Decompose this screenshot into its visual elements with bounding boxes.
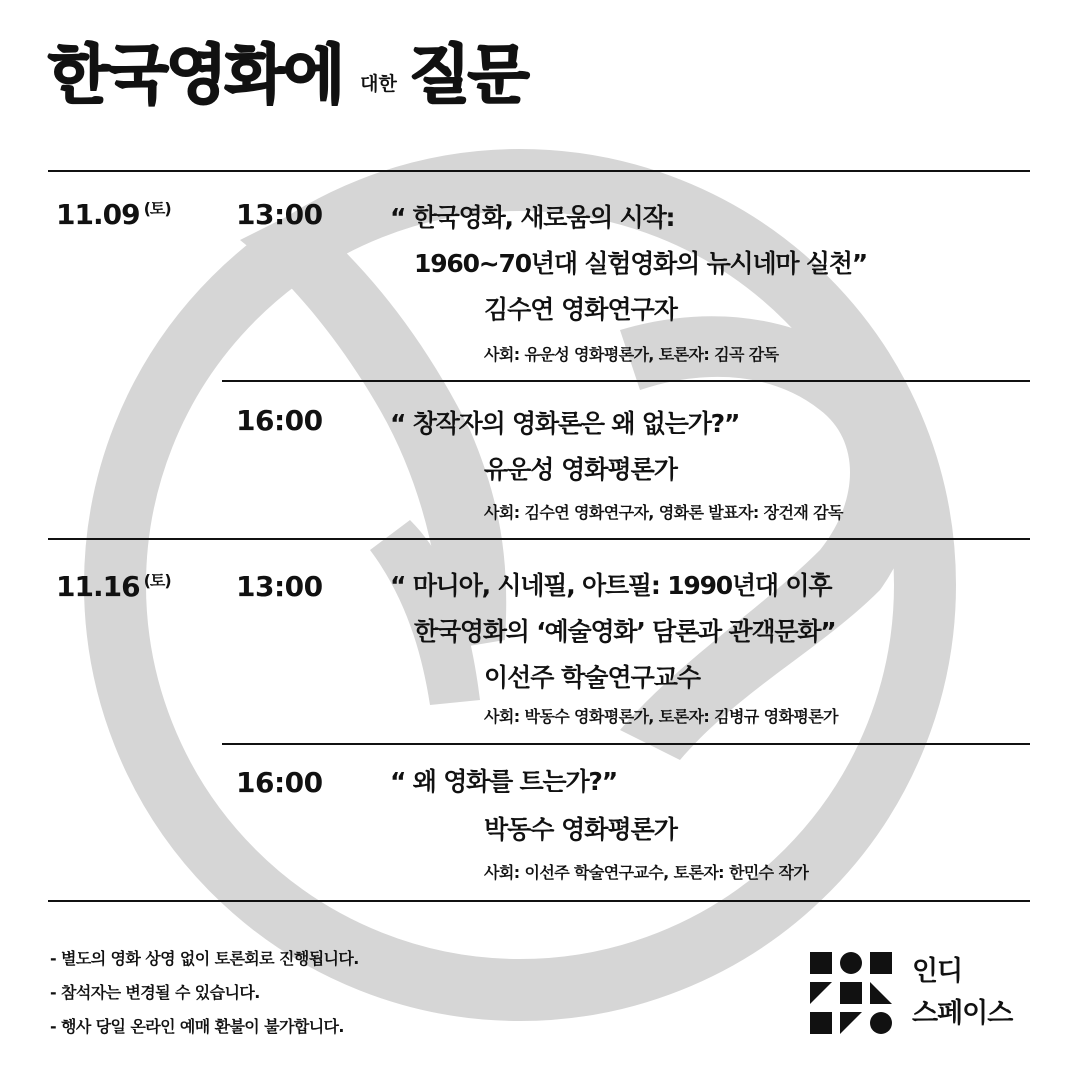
talk-title-line1: “ 마니아, 시네필, 아트필: 1990년대 이후	[390, 571, 832, 600]
date-value: 11.16	[56, 570, 140, 603]
session-time: 16:00	[236, 766, 323, 799]
speaker-name: 이선주 학술연구교수	[484, 663, 701, 692]
date-1	[56, 198, 171, 231]
note-item: - 행사 당일 온라인 예매 환불이 불가합니다.	[50, 1017, 344, 1036]
divider-session	[222, 380, 1030, 382]
day-label: (토)	[143, 571, 171, 590]
session-time: 13:00	[236, 198, 323, 231]
poster-title	[48, 39, 527, 113]
date-value: 11.09	[56, 198, 140, 231]
logo-text-line2: 스페이스	[912, 998, 1013, 1029]
talk-title-line2: 1960~70년대 실험영화의 뉴시네마 실천”	[414, 249, 868, 278]
talk-title-line1: “ 왜 영화를 트는가?”	[390, 767, 617, 796]
divider-session	[222, 743, 1030, 745]
host-info: 사회: 박동수 영화평론가, 토론자: 김병규 영화평론가	[484, 707, 838, 726]
talk-title-line1: “ 창작자의 영화론은 왜 없는가?”	[390, 409, 740, 438]
session-time: 13:00	[236, 570, 323, 603]
note-item: - 참석자는 변경될 수 있습니다.	[50, 983, 260, 1002]
title-end: 질문	[408, 39, 527, 113]
host-info: 사회: 김수연 영화연구자, 영화론 발표자: 장건재 감독	[484, 503, 843, 522]
divider-bottom	[48, 900, 1030, 902]
talk-title-line2: 한국영화의 ‘예술영화’ 담론과 관객문화”	[414, 617, 836, 646]
session-time: 16:00	[236, 404, 323, 437]
host-info: 사회: 이선주 학술연구교수, 토론자: 한민수 작가	[484, 863, 809, 882]
divider-top	[48, 170, 1030, 172]
title-main: 한국영화에	[48, 39, 343, 113]
speaker-name: 김수연 영화연구자	[484, 295, 677, 324]
speaker-name: 유운성 영화평론가	[484, 455, 677, 484]
divider-date	[48, 538, 1030, 540]
talk-title-line1: “ 한국영화, 새로움의 시작:	[390, 203, 675, 232]
note-item: - 별도의 영화 상영 없이 토론회로 진행됩니다.	[50, 949, 359, 968]
logo-text-line1: 인디	[912, 956, 963, 987]
speaker-name: 박동수 영화평론가	[484, 815, 677, 844]
date-2	[56, 570, 171, 603]
host-info: 사회: 유운성 영화평론가, 토론자: 김곡 감독	[484, 345, 779, 364]
indie-space-logo-icon	[810, 952, 892, 1034]
day-label: (토)	[143, 199, 171, 218]
title-small: 대한	[360, 73, 397, 95]
